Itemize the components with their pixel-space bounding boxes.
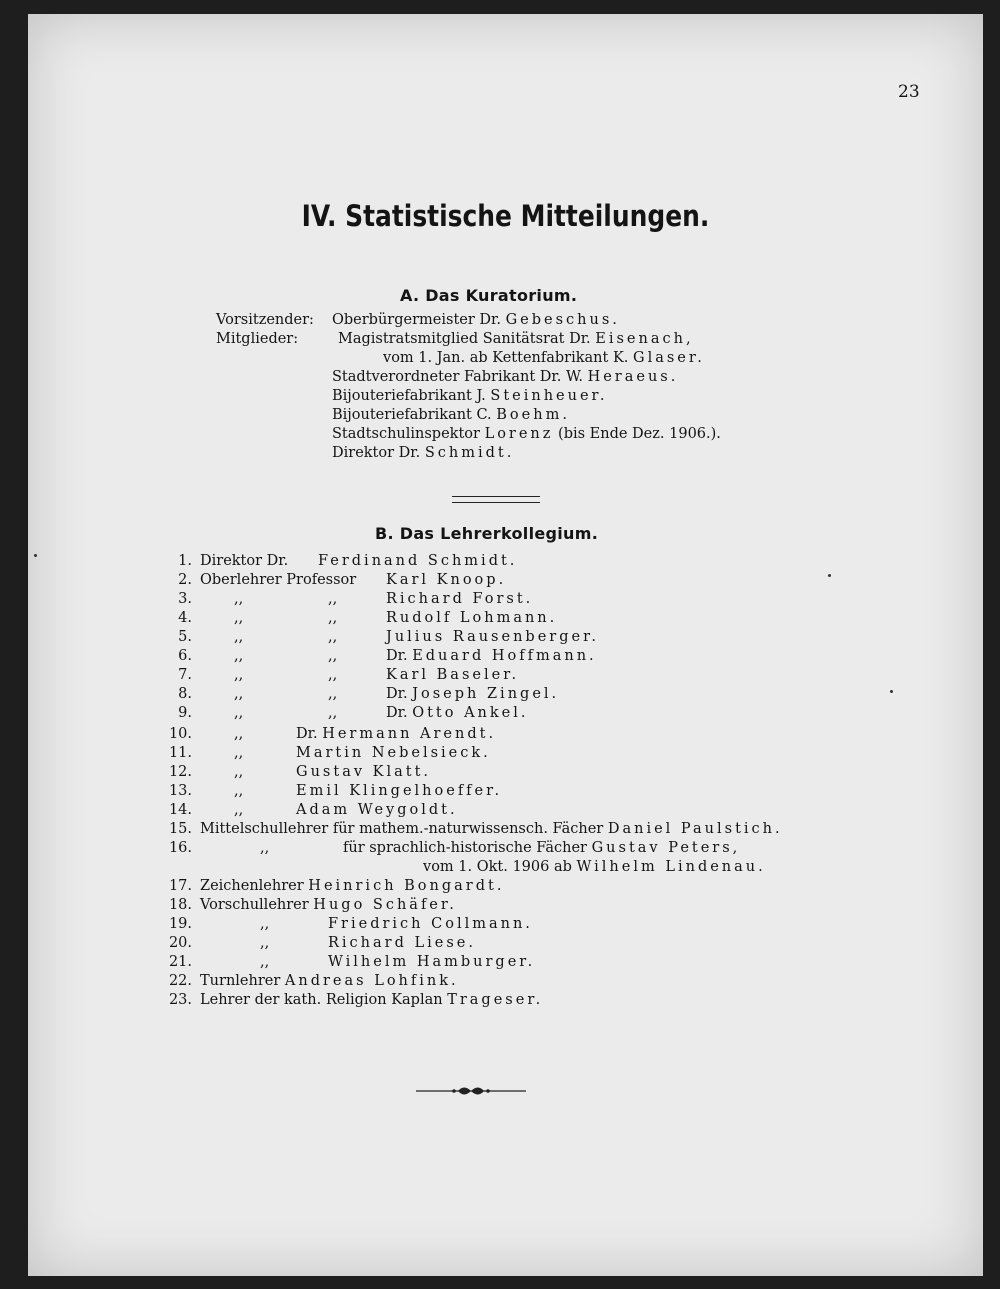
teacher-title: für sprachlich-historische Fächer [343,840,592,856]
teacher-entry [296,782,502,801]
teacher-name: Wilhelm Hamburger. [328,954,536,970]
ditto-mark: ,, [260,916,270,932]
teacher-entry [200,571,356,590]
teacher-name: Emil Klingelhoeffer. [296,783,503,799]
entry-number: 17. [168,878,192,894]
teacher-name: Hermann Arendt. [322,726,497,742]
teacher-name: Heinrich Bongardt. [308,878,505,894]
entry-number: 4. [178,610,192,626]
ditto-mark: ,, [234,610,244,626]
member-title: Direktor Dr. [332,445,421,461]
teacher-name: Karl Baseler. [386,667,520,683]
teacher-entry [423,858,766,877]
member-title: Bijouteriefabrikant C. [332,407,492,423]
teacher-entry [386,647,597,666]
teacher-entry [328,915,533,934]
teacher-name: Julius Rausenberger. [386,629,600,645]
member-name: Steinheuer. [490,388,608,404]
teacher-name: Gustav Klatt. [296,764,432,780]
ornament-icon [416,1083,526,1099]
page-number: 23 [898,82,920,102]
teacher-name: Eduard Hoffmann. [412,648,597,664]
teacher-entry [386,609,557,628]
teacher-name: Joseph Zingel. [412,686,560,702]
teacher-title: Lehrer der kath. Religion Kaplan [200,992,448,1008]
teacher-entry [200,552,288,571]
ditto-mark: ,, [234,783,244,799]
dust-speck [34,554,37,557]
ditto-mark: ,, [328,591,338,607]
entry-number: 16. [168,840,192,856]
teacher-entry [200,991,543,1010]
document-page [28,14,983,1276]
teacher-name: Wilhelm Lindenau. [576,859,766,875]
teacher-name: Friedrich Collmann. [328,916,533,932]
entry-number: 19. [168,916,192,932]
ditto-mark: ,, [328,610,338,626]
entry-number: 18. [168,897,192,913]
entry-number: 6. [178,648,192,664]
member-name: Boehm. [496,407,570,423]
teacher-entry [386,704,529,723]
kuratorium-heading: A. Das Kuratorium. [400,286,578,305]
teacher-title: Dr. [386,705,413,721]
dust-speck [828,574,831,577]
entry-number: 3. [178,591,192,607]
member-title: vom 1. Jan. ab Kettenfabrikant K. [383,350,629,366]
teacher-name: Andreas Lohfink. [284,973,459,989]
entry-number: 10. [168,726,192,742]
ditto-mark: ,, [234,648,244,664]
entry-number: 11. [168,745,192,761]
teacher-title: Dr. [296,726,323,742]
teacher-name: Richard Forst. [386,591,534,607]
ditto-mark: ,, [234,764,244,780]
page-title: IV. Statistische Mitteilungen. [301,199,710,233]
teacher-name: Daniel Paulstich. [607,821,783,837]
ditto-mark: ,, [234,745,244,761]
teacher-name: Adam Weygoldt. [296,802,458,818]
teacher-entry [296,725,496,744]
teacher-entry [200,972,459,991]
teacher-entry [328,953,535,972]
ditto-mark: ,, [328,648,338,664]
teacher-entry [200,896,457,915]
member-line [332,444,514,463]
member-line [338,330,694,349]
member-name: Schmidt. [424,445,515,461]
member-title: Stadtverordneter Fabrikant Dr. W. [332,369,583,385]
ditto-mark: ,, [260,954,270,970]
teacher-entry [296,744,491,763]
ditto-mark: ,, [328,667,338,683]
entry-number: 23. [168,992,192,1008]
entry-number: 7. [178,667,192,683]
entry-number: 1. [178,553,192,569]
ditto-mark: ,, [234,667,244,683]
member-note: (bis Ende Dez. 1906.). [558,426,721,442]
entry-number: 13. [168,783,192,799]
teacher-entry [200,820,783,839]
member-title: Stadtschulinspektor [332,426,480,442]
vorsitzender-line [332,311,620,330]
member-name: Glaser. [633,350,705,366]
entry-number: 20. [168,935,192,951]
member-line [332,425,721,444]
entry-number: 12. [168,764,192,780]
teacher-entry [343,839,740,858]
entry-number: 8. [178,686,192,702]
ditto-mark: ,, [234,802,244,818]
dust-speck [890,690,893,693]
teacher-title: vom 1. Okt. 1906 ab [423,859,577,875]
mitglieder-label: Mitglieder: [216,331,299,347]
member-title: Bijouteriefabrikant J. [332,388,486,404]
lehrerkollegium-heading: B. Das Lehrerkollegium. [375,524,599,543]
teacher-entry [386,628,599,647]
member-line [332,368,678,387]
teacher-name: Rudolf Lohmann. [386,610,558,626]
ditto-mark: ,, [234,705,244,721]
entry-number: 21. [168,954,192,970]
ditto-mark: ,, [328,629,338,645]
teacher-entry [386,666,519,685]
ditto-mark: ,, [234,629,244,645]
member-name: Eisenach, [595,331,694,347]
member-line [383,349,705,368]
teacher-title: Zeichenlehrer [200,878,309,894]
teacher-name: Otto Ankel. [412,705,529,721]
teacher-title: Mittelschullehrer für mathem.-naturwissensch. Fächer [200,821,608,837]
teacher-title: Dr. [386,686,413,702]
entry-number: 22. [168,973,192,989]
teacher-title: Turnlehrer [200,973,285,989]
ditto-mark: ,, [234,726,244,742]
vorsitzender-title: Oberbürgermeister Dr. [332,312,501,328]
ditto-mark: ,, [260,935,270,951]
teacher-name: Trageser. [447,992,544,1008]
teacher-entry [296,801,458,820]
entry-number: 14. [168,802,192,818]
ditto-mark: ,, [328,686,338,702]
entry-number: 2. [178,572,192,588]
vorsitzender-label: Vorsitzender: [216,312,314,328]
teacher-entry [386,685,559,704]
ditto-mark: ,, [234,686,244,702]
teacher-entry [328,934,476,953]
teacher-title: Dr. [386,648,413,664]
teacher-name: Martin Nebelsieck. [296,745,491,761]
teacher-title: Oberlehrer Professor [200,572,357,588]
teacher-name: Karl Knoop. [386,572,507,588]
teacher-title: Direktor Dr. [200,553,289,569]
member-line [332,406,570,425]
section-divider [452,496,540,503]
member-title: Magistratsmitglied Sanitätsrat Dr. [338,331,591,347]
ditto-mark: ,, [260,840,270,856]
teacher-name: Ferdinand Schmidt. [318,553,518,569]
member-name: Lorenz [484,426,554,442]
teacher-name: Hugo Schäfer. [313,897,457,913]
teacher-name: Richard Liese. [328,935,476,951]
teacher-entry [296,763,431,782]
member-line [332,387,608,406]
teacher-name: Gustav Peters, [591,840,741,856]
vorsitzender-name: Gebeschus. [505,312,620,328]
teacher-title: Vorschullehrer [200,897,314,913]
entry-number: 9. [178,705,192,721]
entry-number: 5. [178,629,192,645]
ditto-mark: ,, [234,591,244,607]
entry-number: 15. [168,821,192,837]
teacher-entry [386,590,533,609]
ditto-mark: ,, [328,705,338,721]
teacher-entry [200,877,504,896]
member-name: Heraeus. [587,369,679,385]
